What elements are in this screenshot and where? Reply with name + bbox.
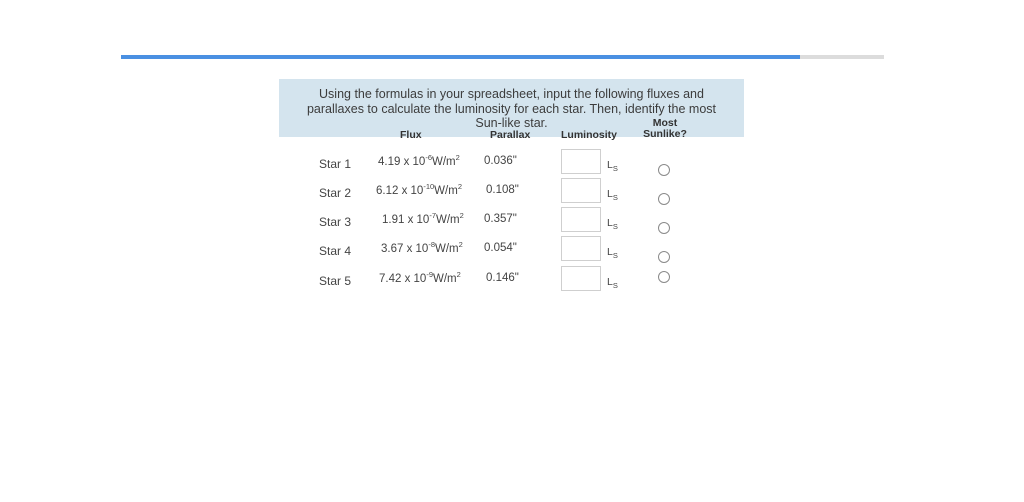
table-row [0, 207, 1024, 235]
table-row [0, 266, 1024, 294]
flux-unit: W/m [432, 156, 456, 168]
flux-unit-exponent: 2 [457, 182, 462, 191]
lum-unit-letter: L [607, 246, 613, 258]
flux-exponent: -7 [429, 211, 436, 220]
flux-exponent: -9 [426, 270, 433, 279]
flux-mantissa: 1.91 x 10 [382, 214, 430, 226]
flux-value [378, 153, 460, 168]
lum-unit-subscript: S [612, 251, 618, 261]
lum-unit-letter: L [607, 217, 613, 229]
lum-unit-letter: L [607, 159, 613, 171]
flux-value [376, 182, 462, 197]
flux-value [381, 240, 463, 255]
parallax-value: 0.108" [486, 184, 519, 196]
solar-luminosity-unit [607, 217, 618, 231]
star-label: Star 1 [319, 157, 352, 171]
luminosity-input[interactable] [561, 266, 601, 291]
flux-column-header: Flux [400, 129, 422, 141]
solar-luminosity-unit [607, 246, 618, 260]
most-sunlike-column-header [642, 118, 688, 140]
luminosity-input[interactable] [561, 178, 601, 203]
lum-unit-subscript: S [612, 281, 618, 291]
solar-luminosity-unit [607, 276, 618, 290]
flux-exponent: -10 [423, 182, 435, 191]
luminosity-input[interactable] [561, 149, 601, 174]
most-sunlike-header-line: Most [652, 117, 678, 129]
flux-unit: W/m [433, 273, 457, 285]
most-sunlike-radio[interactable] [658, 164, 670, 176]
parallax-value: 0.054" [484, 242, 517, 254]
parallax-value: 0.146" [486, 272, 519, 284]
flux-mantissa: 3.67 x 10 [381, 243, 429, 255]
flux-unit: W/m [436, 214, 460, 226]
progress-bar-fill [121, 55, 800, 59]
lum-unit-letter: L [607, 188, 613, 200]
star-label: Star 4 [319, 244, 352, 258]
parallax-column-header: Parallax [490, 129, 531, 141]
most-sunlike-header-line: Sunlike? [643, 128, 687, 140]
star-label: Star 3 [319, 215, 352, 229]
lum-unit-subscript: S [612, 222, 618, 232]
instructions-line: parallaxes to calculate the luminosity for each star. Then, identify the most [306, 101, 716, 116]
lum-unit-subscript: S [612, 164, 618, 174]
instructions-line: Using the formulas in your spreadsheet, input the following fluxes and [319, 87, 704, 101]
flux-exponent: -6 [425, 153, 432, 162]
flux-unit-exponent: 2 [455, 153, 460, 162]
most-sunlike-radio[interactable] [658, 222, 670, 234]
flux-unit-exponent: 2 [456, 270, 461, 279]
flux-mantissa: 7.42 x 10 [379, 273, 427, 285]
lum-unit-letter: L [607, 276, 613, 288]
star-label: Star 5 [319, 274, 352, 288]
flux-value [382, 211, 464, 226]
most-sunlike-radio[interactable] [658, 271, 670, 283]
table-row [0, 236, 1024, 264]
flux-unit-exponent: 2 [459, 211, 464, 220]
lum-unit-subscript: S [612, 193, 618, 203]
most-sunlike-radio[interactable] [658, 193, 670, 205]
flux-exponent: -8 [428, 240, 435, 249]
flux-unit: W/m [434, 185, 458, 197]
flux-mantissa: 6.12 x 10 [376, 185, 424, 197]
flux-unit-exponent: 2 [458, 240, 463, 249]
table-row [0, 149, 1024, 177]
flux-value [379, 270, 461, 285]
table-row [0, 178, 1024, 206]
parallax-value: 0.036" [484, 155, 517, 167]
flux-mantissa: 4.19 x 10 [378, 156, 426, 168]
luminosity-column-header: Luminosity [561, 129, 618, 141]
parallax-value: 0.357" [484, 213, 517, 225]
flux-unit: W/m [435, 243, 459, 255]
most-sunlike-radio[interactable] [658, 251, 670, 263]
solar-luminosity-unit [607, 159, 618, 173]
star-label: Star 2 [319, 186, 352, 200]
progress-bar [121, 55, 884, 59]
luminosity-input[interactable] [561, 207, 601, 232]
luminosity-input[interactable] [561, 236, 601, 261]
instructions-line: Sun-like star. [475, 116, 548, 130]
solar-luminosity-unit [607, 188, 618, 202]
